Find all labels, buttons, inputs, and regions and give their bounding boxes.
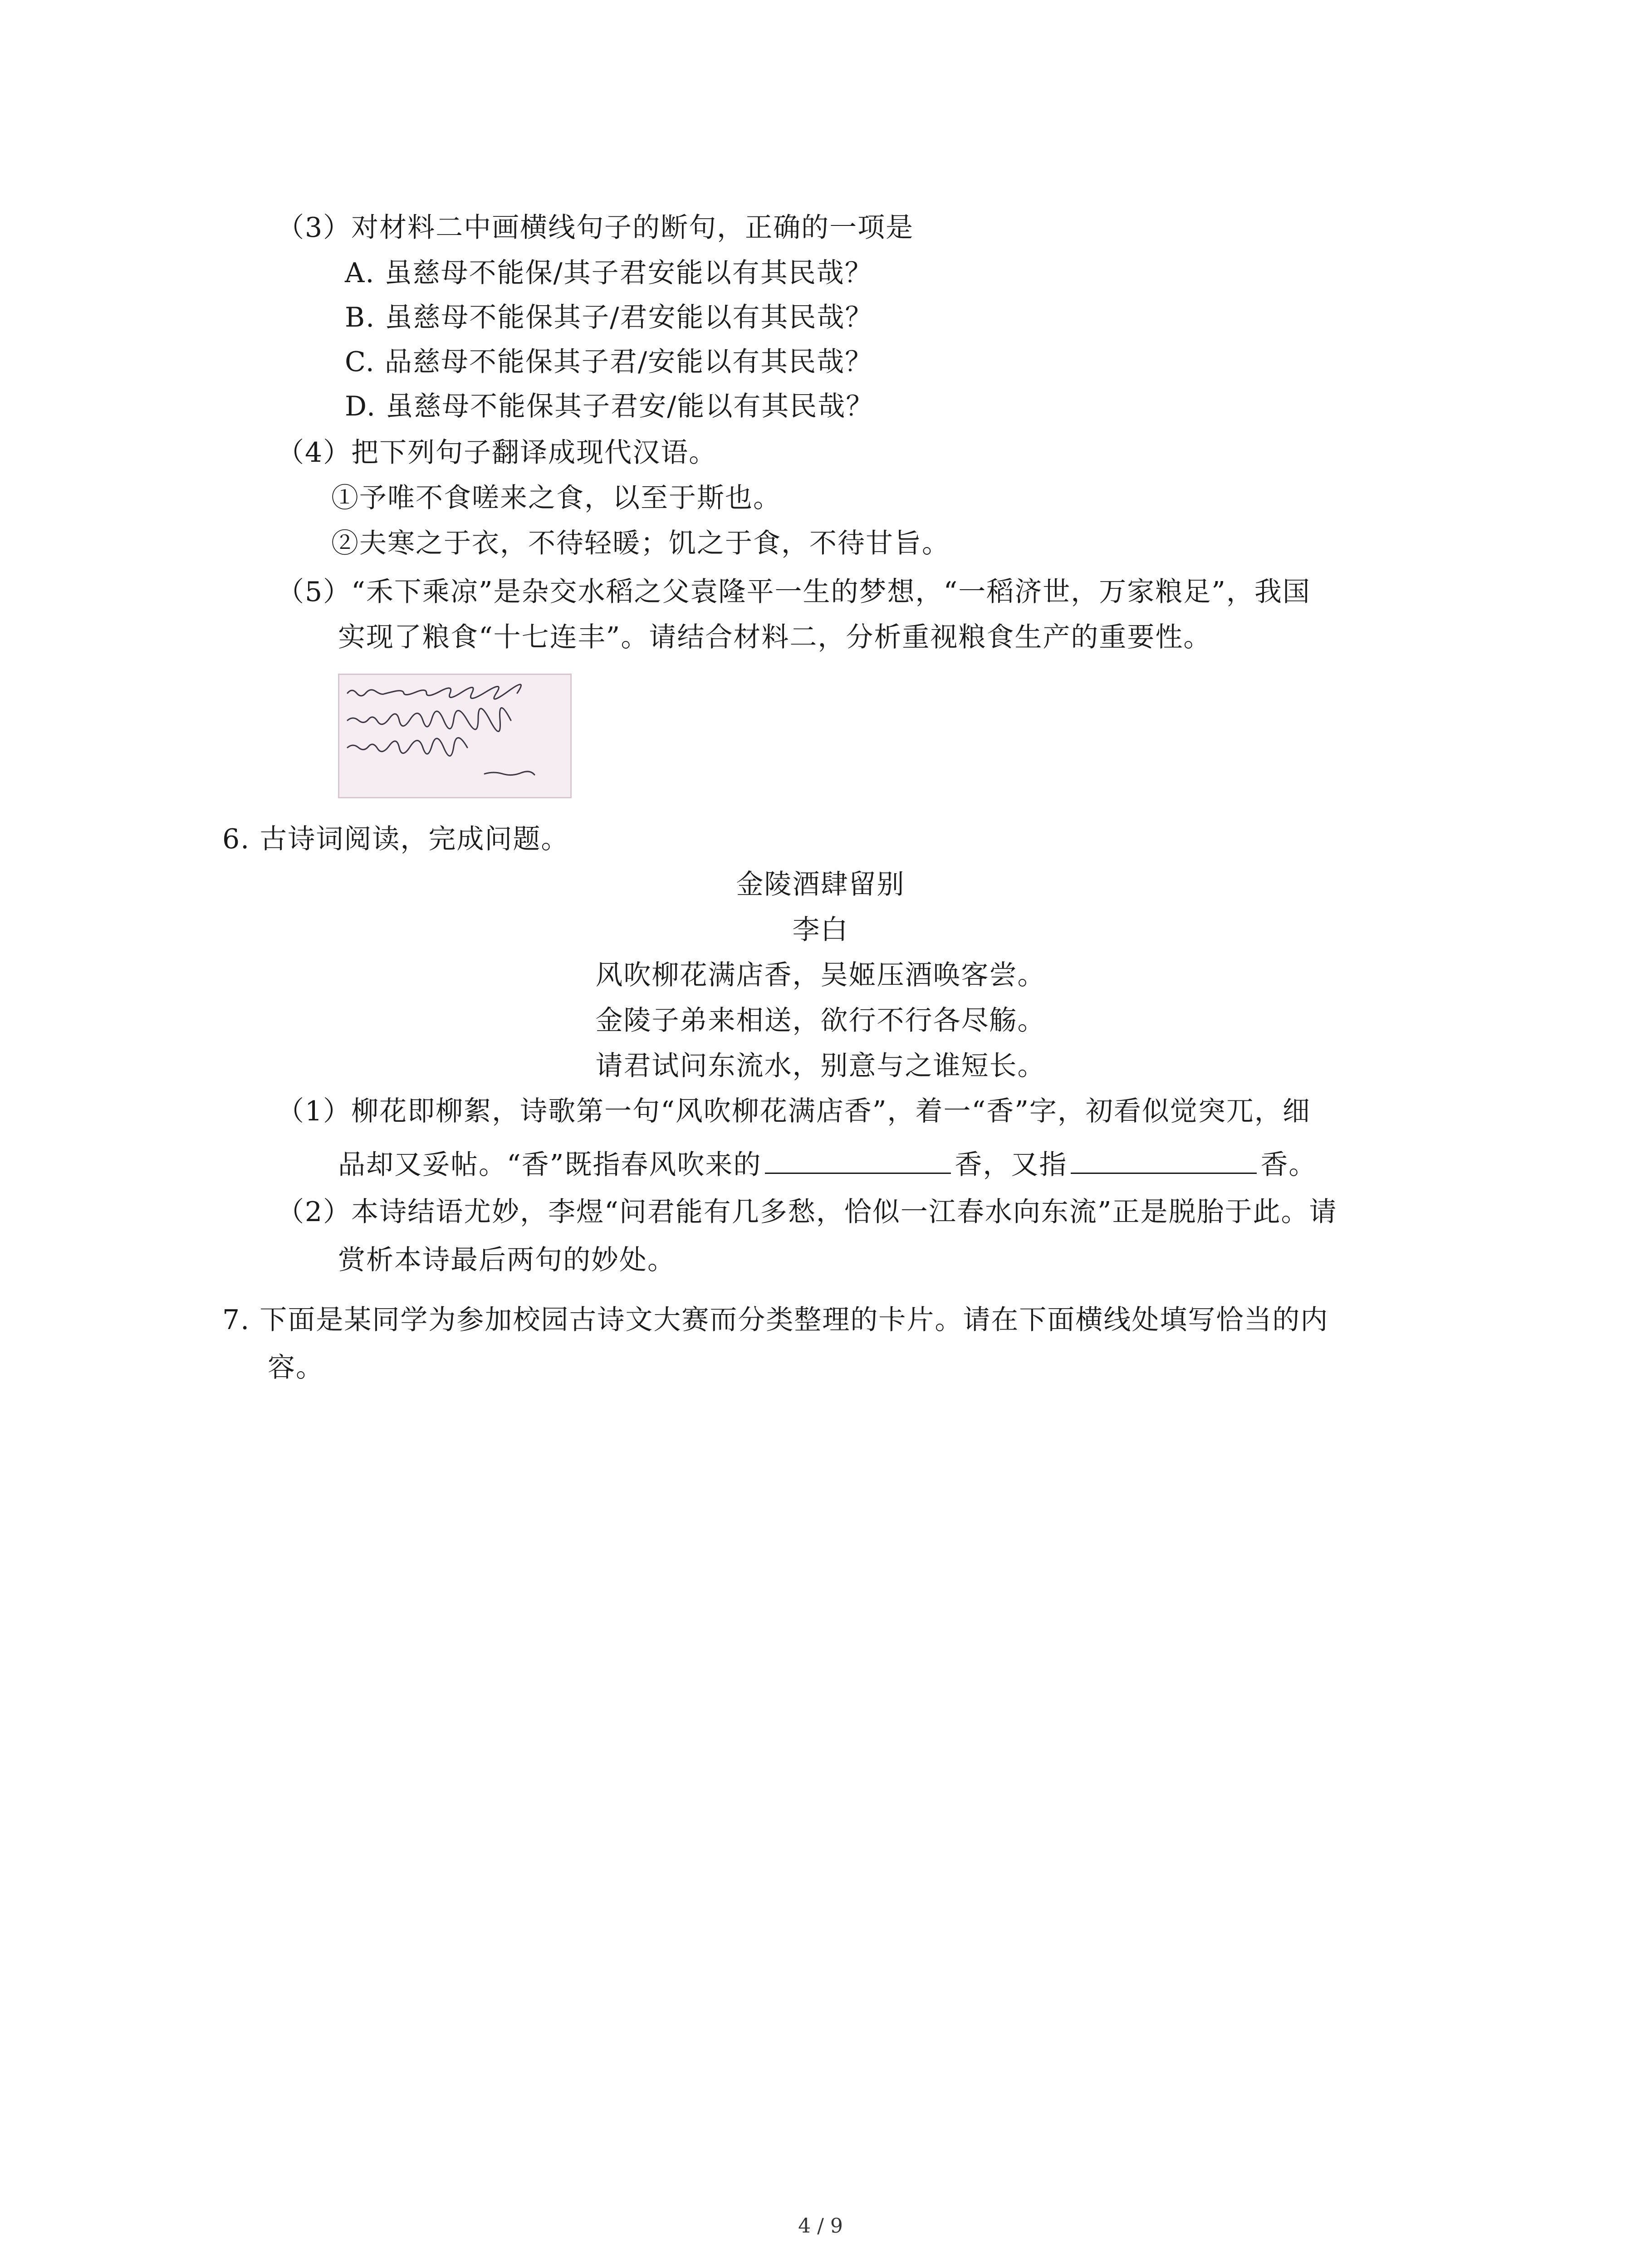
page-number: 4 / 9: [798, 2214, 843, 2238]
q5-part4-item-2: ②夫寒之于衣，不待轻暖；饥之于食，不待甘旨。: [331, 528, 950, 559]
q6-part1-text-c: 香。: [1260, 1149, 1317, 1181]
q6-part1-line1: （1）柳花即柳絮，诗歌第一句“风吹柳花满店香”，着一“香”字，初看似觉突兀，细: [277, 1095, 1311, 1127]
poem-line-2: 金陵子弟来相送，欲行不行各尽觞。: [595, 1005, 1046, 1036]
q5-part3-option-c: C. 品慈母不能保其子君/安能以有其民哉？: [345, 346, 873, 378]
q5-part4-item-1: ①予唯不食嗟来之食，以至于斯也。: [331, 482, 781, 514]
q5-part5-line2: 实现了粮食“十七连丰”。请结合材料二，分析重视粮食生产的重要性。: [338, 621, 1212, 653]
q6-part1-text-a: 品却又妥帖。“香”既指春风吹来的: [338, 1149, 762, 1181]
q6-part1-line2: [338, 1145, 1317, 1183]
answer-blank-1[interactable]: [765, 1145, 951, 1174]
q5-part3-option-d: D. 虽慈母不能保其子君安/能以有其民哉？: [345, 391, 874, 422]
poem-author: 李白: [792, 914, 849, 946]
q6-stem: 6. 古诗词阅读，完成问题。: [222, 823, 569, 855]
q5-part3-option-b: B. 虽慈母不能保其子/君安能以有其民哉？: [345, 302, 873, 333]
q5-part3-stem: （3）对材料二中画横线句子的断句，正确的一项是: [277, 212, 914, 244]
q5-part5-line1: （5）“禾下乘凉”是杂交水稻之父袁隆平一生的梦想，“一稻济世，万家粮足”，我国: [277, 576, 1311, 608]
q6-part1-text-b: 香，又指: [955, 1149, 1068, 1181]
q6-part2-line2: 赏析本诗最后两句的妙处。: [338, 1244, 676, 1276]
q7-line2: 容。: [268, 1352, 324, 1383]
q7-line1: 7. 下面是某同学为参加校园古诗文大赛而分类整理的卡片。请在下面横线处填写恰当的内: [222, 1304, 1329, 1336]
answer-blank-2[interactable]: [1071, 1145, 1257, 1174]
poem-line-3: 请君试问东流水，别意与之谁短长。: [595, 1050, 1046, 1082]
handwritten-note-image: [338, 674, 572, 798]
q5-part4-stem: （4）把下列句子翻译成现代汉语。: [277, 437, 717, 469]
q5-part3-option-a: A. 虽慈母不能保/其子君安能以有其民哉？: [345, 257, 873, 289]
poem-title: 金陵酒肆留别: [736, 869, 905, 900]
poem-line-1: 风吹柳花满店香，吴姬压酒唤客尝。: [595, 959, 1046, 991]
q6-part2-line1: （2）本诗结语尤妙，李煜“问君能有几多愁，恰似一江春水向东流”正是脱胎于此。请: [277, 1196, 1337, 1228]
